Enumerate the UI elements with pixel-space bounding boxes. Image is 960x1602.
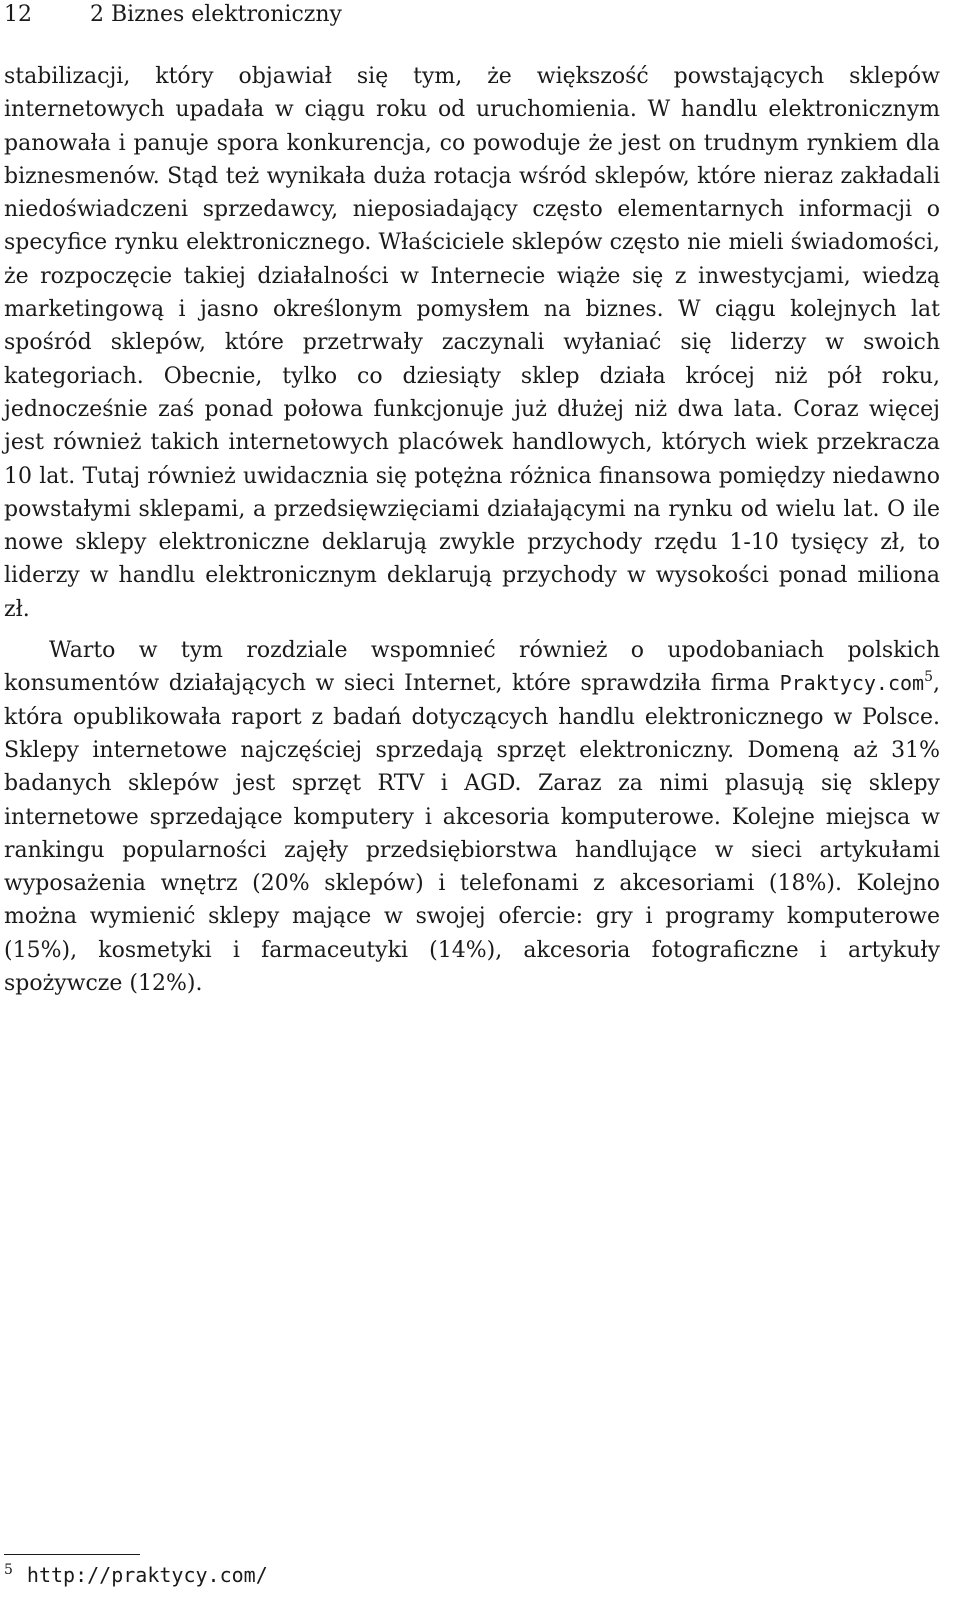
footnote-mark: 5 [4,1562,13,1578]
chapter-title: 2 Biznes elektroniczny [90,2,342,27]
footnote [4,1560,268,1590]
paragraph-1: stabilizacji, który objawiał się tym, że większość powstających sklepów internetowych upadała w ciągu roku od uruchomienia. W handlu elektronicznym panowała i panuje spora konkurencja, co powoduje że jest on trudnym rynkiem dla biznesmenów. Stąd też wynikała duża rotacja wśród sklepów, które nieraz zakładali niedoświadczeni sprzedawcy, nieposiadający często elementarnych informacji o specyfice rynku elektronicznego. Właściciele sklepów często nie mieli świadomości, że rozpoczęcie takiej działalności w Internecie wiąże się z inwestycjami, wiedzą marketingową i jasno określonym pomysłem na biznes. W ciągu kolejnych lat spośród sklepów, które przetrwały zaczynali wyłaniać się liderzy w swoich kategoriach. Obecnie, tylko co dziesiąty sklep działa krócej niż pół roku, jednocześnie zaś ponad połowa funkcjonuje już dłużej niż dwa lata. Coraz więcej jest również takich internetowych placówek handlowych, których wiek przekracza 10 lat. Tutaj również uwidacznia się potężna różnica finansowa pomiędzy niedawno powstałymi sklepami, a przedsięwzięciami działającymi na rynku od wielu lat. O ile nowe sklepy elektroniczne deklarują zwykle przychody rzędu 1-10 tysięcy zł, to liderzy w handlu elektronicznym deklarują przychody w wysokości ponad miliona zł. [4,64,940,622]
main-text [4,60,940,1000]
paragraph-2 [4,634,940,1000]
paragraph-2-text-after: , która opublikowała raport z badań dotyczących handlu elektronicznego w Polsce. Sklepy internetowe najczęściej sprzedają sprzęt elektroniczny. Domeną aż 31% badanych sklepów jest sprzęt RTV i AGD. Zaraz za nimi plasują się sklepy internetowe sprzedające komputery i akcesoria komputerowe. Kolejne miejsca w rankingu popularności zajęły przedsiębiorstwa handlujące w sieci artykułami wyposażenia wnętrz (20% sklepów) i telefonami z akcesoriami (18%). Kolejno można wymienić sklepy mające w swojej ofercie: gry i programy komputerowe (15%), kosmetyki i farmaceutyki (14%), akcesoria fotograficzne i artykuły spożywcze (12%). [4,671,940,997]
running-header [4,0,944,30]
footnote-rule [4,1554,140,1555]
paragraph-2-text-before: Warto w tym rozdziale wspomnieć również o upodobaniach polskich konsumentów działających w sieci Internet, które sprawdziła firma [4,638,940,697]
page-number: 12 [4,2,32,27]
footnote-reference[interactable]: 5 [924,669,933,686]
footnote-url[interactable]: http://praktycy.com/ [26,1563,268,1587]
firm-name: Praktycy.com [779,671,925,696]
